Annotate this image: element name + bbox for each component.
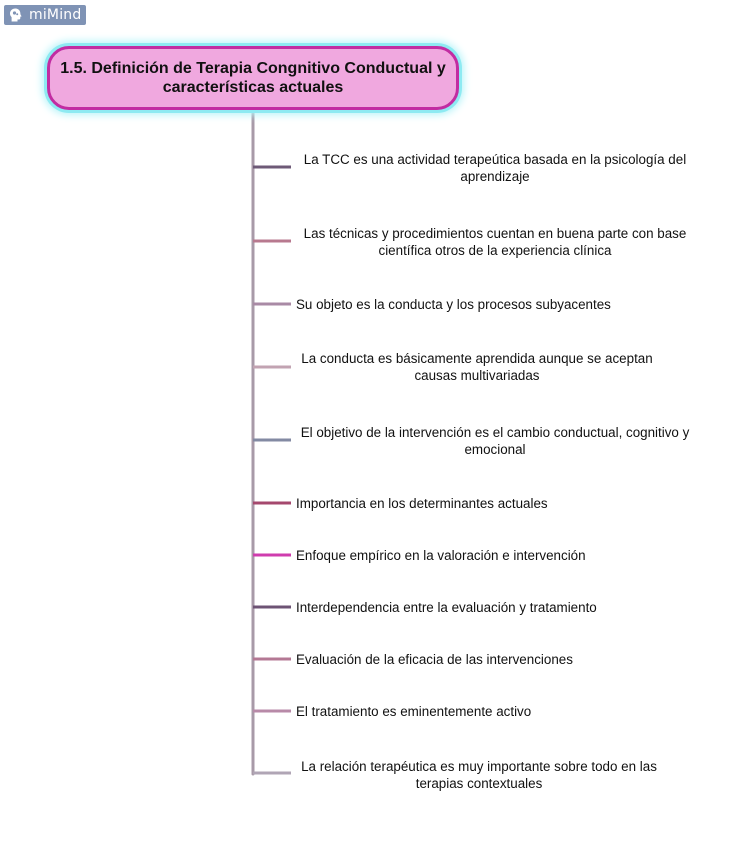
central-topic-node[interactable] bbox=[47, 46, 459, 110]
mindmap-node[interactable]: Interdependencia entre la evaluación y tratamiento bbox=[296, 600, 597, 615]
central-topic-title: 1.5. Definición de Terapia Congnitivo Conductual y características actuales bbox=[60, 60, 446, 96]
mindmap-node[interactable]: La conducta es básicamente aprendida aunque se aceptan causas multivariadas bbox=[301, 351, 653, 383]
mindmap-node[interactable]: La TCC es una actividad terapeútica basada en la psicología del aprendizaje bbox=[303, 152, 687, 184]
mindmap-node[interactable]: Importancia en los determinantes actuales bbox=[296, 496, 548, 511]
mindmap-node[interactable]: Las técnicas y procedimientos cuentan en buena parte con base científica otros de la experiencia clínica bbox=[303, 226, 687, 258]
logo-text: miMind bbox=[29, 7, 82, 23]
mindmap-node[interactable]: Evaluación de la eficacia de las intervenciones bbox=[296, 652, 573, 667]
mindmap-node[interactable]: La relación terapéutica es muy importante sobre todo en las terapias contextuales bbox=[301, 759, 657, 791]
mindmap-node[interactable]: El objetivo de la intervención es el cambio conductual, cognitivo y emocional bbox=[300, 425, 690, 457]
mindmap-node[interactable]: Enfoque empírico en la valoración e intervención bbox=[296, 548, 586, 563]
mindmap-node[interactable]: Su objeto es la conducta y los procesos subyacentes bbox=[296, 297, 611, 312]
mindmap-node[interactable]: El tratamiento es eminentemente activo bbox=[296, 704, 532, 719]
